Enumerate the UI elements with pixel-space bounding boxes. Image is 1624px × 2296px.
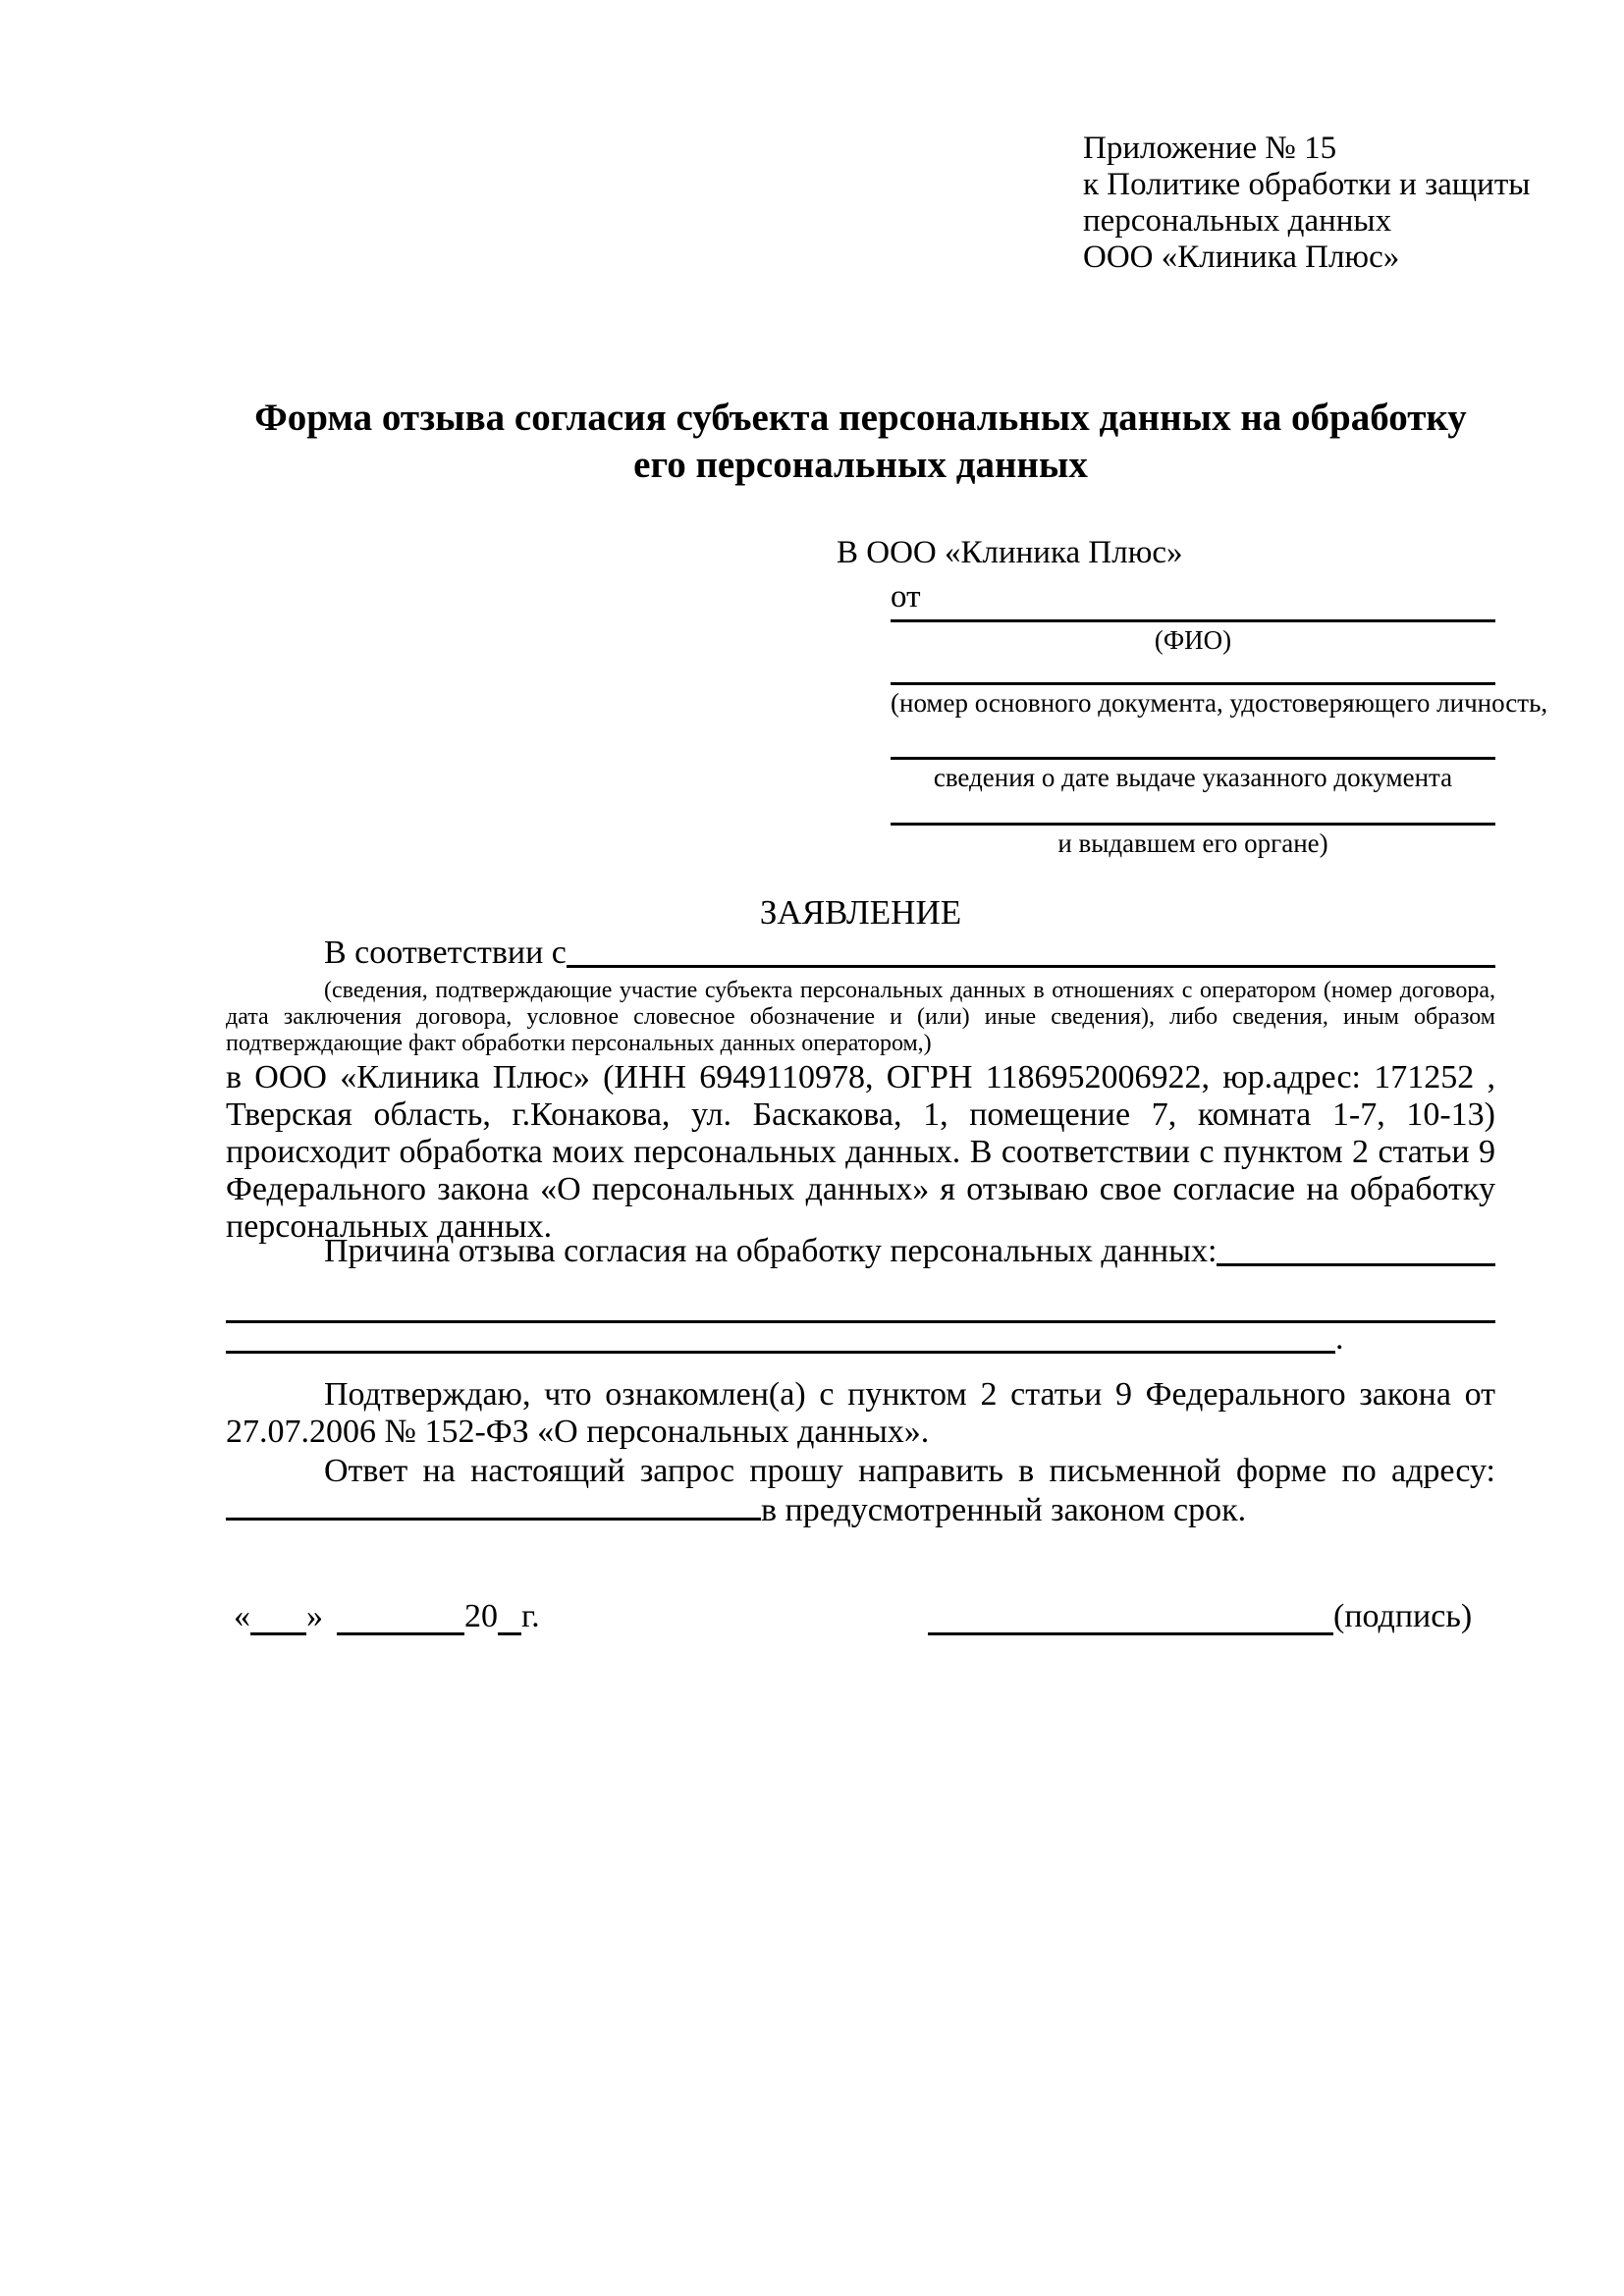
annex-line: ООО «Клиника Плюс» — [1083, 240, 1400, 275]
reason-blank-line-segment — [226, 1351, 1335, 1354]
reply-lead-text: Ответ на настоящий запрос прошу направить в письменной форме по адресу: — [324, 1453, 1495, 1489]
date-open-quote: « — [234, 1598, 250, 1634]
date-close-quote: » — [306, 1598, 323, 1634]
accordance-blank-line — [567, 965, 1495, 968]
accordance-label: В соответствии с — [324, 934, 567, 971]
year-prefix: 20 — [464, 1598, 498, 1634]
footnote-paragraph: (сведения, подтверждающие участие субъекта персональных данных в отношениях с оператором (номер договора, дата заключения договора, условное словесное обозначение и (или) иные сведения), либо сведения, иным образом подтверждающие факт обработки персональных данных оператором,) — [226, 978, 1495, 1056]
year-blank-line — [498, 1603, 521, 1635]
body-paragraph: в ООО «Клиника Плюс» (ИНН 6949110978, ОГРН 1186952006922, юр.адрес: 171252 , Тверская область, г.Конакова, ул. Баскакова, 1, помещение 7, комната 1-7, 10-13) происходит обработка моих персональных данных. В соответствии с пунктом 2 статьи 9 Федерального закона «О персональных данных» я отзываю свое согласие на обработку персональных данных. — [226, 1059, 1495, 1245]
fio-caption: (ФИО) — [1154, 625, 1232, 655]
reply-tail-text: в предусмотренный законом срок. — [761, 1492, 1247, 1528]
statement-heading: ЗАЯВЛЕНИЕ — [759, 893, 962, 932]
reason-blank-line-second — [226, 1320, 1495, 1358]
reason-row — [226, 1233, 1495, 1270]
document-title: Форма отзыва согласия субъекта персональных данных на обработку его персональных данных — [254, 397, 1467, 486]
addressee-from-label: от — [891, 579, 921, 614]
year-suffix: г. — [521, 1598, 540, 1634]
signature-caption: (подпись) — [1333, 1598, 1473, 1634]
annex-line: персональных данных — [1083, 203, 1392, 239]
blank-line-period: . — [1335, 1320, 1344, 1357]
annex-line: Приложение № 15 — [1083, 131, 1337, 166]
day-blank-line — [250, 1603, 306, 1635]
address-blank-line — [226, 1490, 761, 1521]
annex-block — [1083, 131, 1531, 276]
issue-date-caption: сведения о дате выдаче указанного документа — [933, 763, 1453, 792]
reason-label: Причина отзыва согласия на обработку персональных данных: — [324, 1233, 1218, 1269]
annex-line: к Политике обработки и защиты — [1083, 167, 1531, 202]
fio-blank-line — [891, 619, 1495, 622]
issuing-authority-blank-line — [891, 823, 1495, 826]
footer-row — [226, 1598, 1495, 1647]
signature-blank-line — [928, 1603, 1333, 1635]
date-line — [234, 1598, 540, 1635]
addressee-block — [837, 535, 1548, 874]
reason-blank-line — [1217, 1263, 1495, 1266]
month-blank-line — [337, 1603, 464, 1635]
addressee-to: В ООО «Клиника Плюс» — [837, 535, 1183, 570]
accordance-row — [226, 934, 1495, 972]
document-number-caption: (номер основного документа, удостоверяющего личность, — [891, 688, 1548, 718]
reply-paragraph — [226, 1453, 1495, 1529]
document-number-blank-line — [891, 682, 1495, 685]
issuing-authority-caption: и выдавшем его органе) — [1057, 828, 1328, 858]
signature-line — [928, 1598, 1472, 1635]
issue-date-blank-line — [891, 757, 1495, 760]
confirm-paragraph: Подтверждаю, что ознакомлен(а) с пунктом 2 статьи 9 Федерального закона от 27.07.2006 № 152-ФЗ «О персональных данных». — [226, 1376, 1495, 1450]
